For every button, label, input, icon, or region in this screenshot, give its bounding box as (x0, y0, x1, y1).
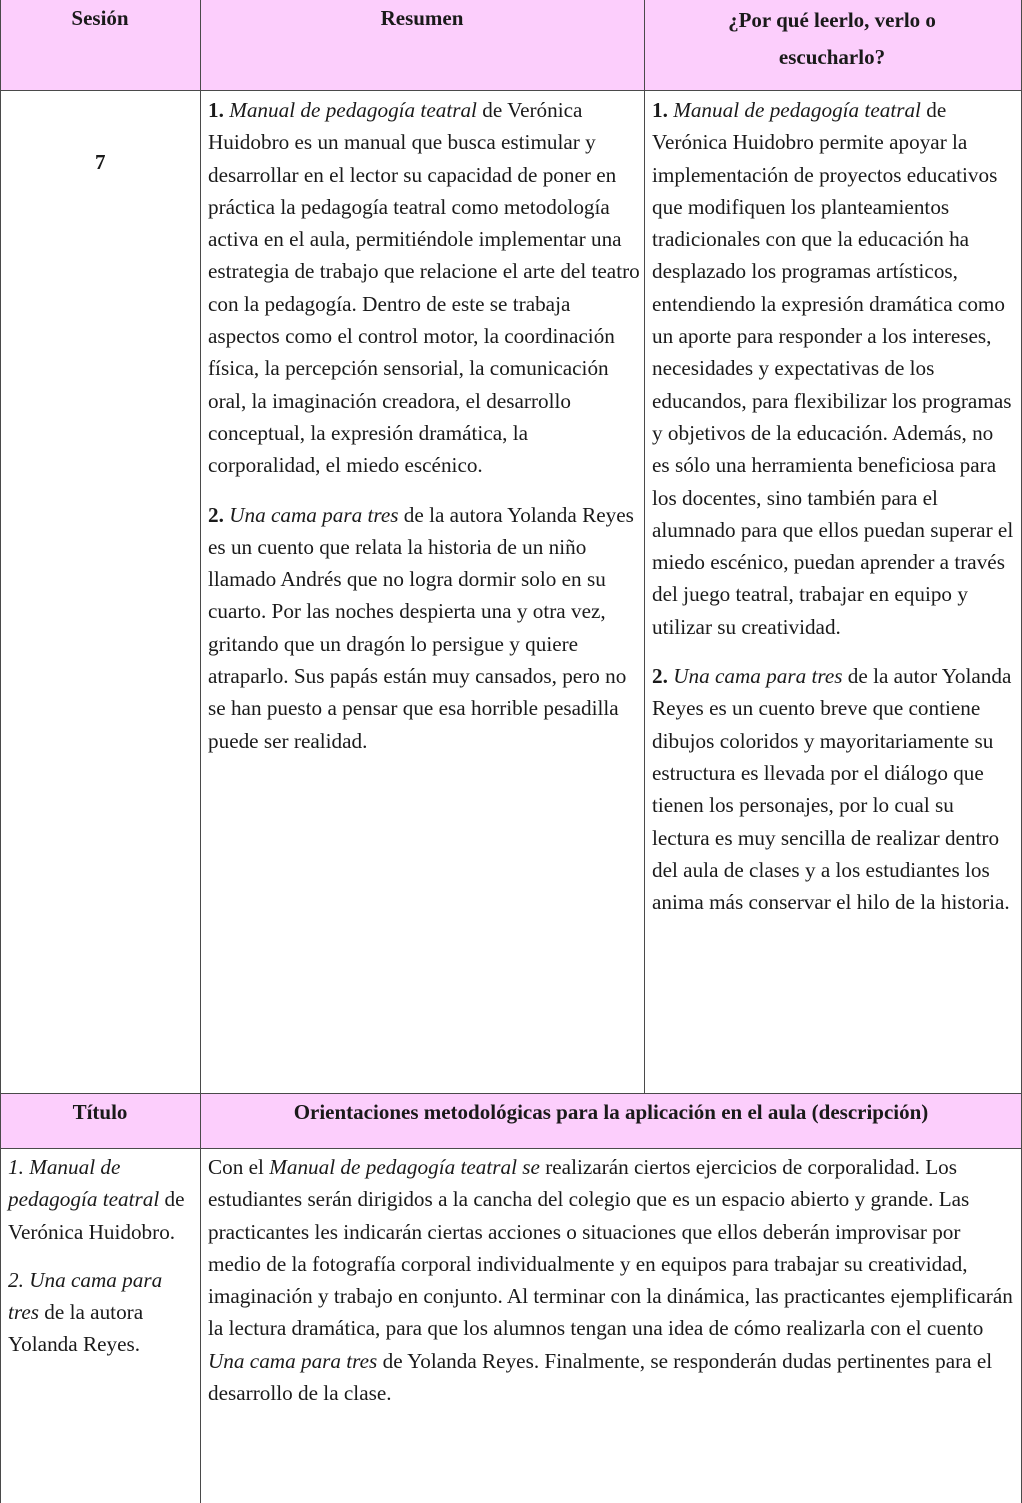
por-que-cell (652, 94, 1016, 918)
book-title: Manual de pedagogía teatral (673, 98, 921, 122)
book-title: 2. Una cama para tres (8, 1267, 163, 1325)
por-que-text: de la autor Yolanda Reyes es un cuento breve que contiene dibujos coloridos y mayoritariamente su estructura es llevada por el diálogo que tienen los personajes, por lo cual su lectura es muy sencilla de realizar dentro del aula de clases y a los estudiantes los anima más conservar el hilo de la historia. (652, 664, 1012, 915)
book-title: Manual de pedagogía teatral (229, 98, 477, 122)
grid-line (200, 0, 201, 1503)
book-title: Una cama para tres (673, 664, 843, 689)
grid-line (0, 0, 1, 1503)
titulo-cell (8, 1151, 196, 1361)
book-title: Una cama para tres (208, 1348, 378, 1373)
book-title: 1. Manual de pedagogía teatral (8, 1155, 160, 1212)
item-number: 1. (208, 98, 224, 122)
orientaciones-cell (208, 1151, 1016, 1409)
orientaciones-text (208, 1151, 1016, 1409)
item-number: 2. (208, 502, 224, 527)
por-que-item-2 (652, 660, 1016, 918)
resumen-cell (208, 94, 640, 757)
item-number: 1. (652, 98, 668, 122)
resumen-item-2 (208, 499, 640, 757)
item-number: 2. (652, 664, 668, 689)
grid-line (0, 90, 1022, 91)
por-que-text: de Verónica Huidobro permite apoyar la implementación de proyectos educativos que modifiquen los planteamientos tradicionales con que la educación ha desplazado los programas artísticos, entendiendo la expresión dramática como un aporte para responder a los intereses, necesidades y expectativas de los educandos, para flexibilizar los programas y objetivos de la educación. Además, no es sólo una herramienta beneficiosa para los docentes, sino también para el alumnado para que ellos puedan superar el miedo escénico, puedan aprender a través del juego teatral, trabajar en equipo y utilizar su creatividad. (652, 98, 1014, 639)
titulo-text: de Verónica Huidobro. (8, 1187, 185, 1244)
text-segment: de Yolanda Reyes. Finalmente, se responderán dudas pertinentes para el desarrollo de la clase. (208, 1348, 993, 1406)
titulo-item-2 (8, 1264, 196, 1361)
session-number: 7 (95, 150, 106, 174)
book-title: Una cama para tres (229, 502, 399, 527)
grid-line (0, 1093, 1022, 1094)
header-por-que: ¿Por qué leerlo, verlo o escucharlo? (728, 8, 936, 69)
titulo-item-1 (8, 1151, 196, 1248)
text-segment: realizarán ciertos ejercicios de corporalidad. Los estudiantes serán dirigidos a la cancha del colegio que es un espacio abierto y grande. Las practicantes les indicarán ciertas acciones o situaciones que ellos deberán improvisar por medio de la fotografía corporal individualmente y en equipos para trabajar su creatividad, imaginación y trabajo en conjunto. Al terminar con la dinámica, las practicantes ejemplificarán la lectura dramática, para que los alumnos tengan una idea de cómo realizarla con el cuento (208, 1155, 1013, 1341)
text-segment: Con el (208, 1155, 270, 1179)
header-orientaciones: Orientaciones metodológicas para la aplicación en el aula (descripción) (293, 1100, 929, 1124)
resumen-text: de la autora Yolanda Reyes es un cuento que relata la historia de un niño llamado Andrés que no logra dormir solo en su cuarto. Por las noches despierta una y otra vez, gritando que un dragón lo persigue y quiere atraparlo. Sus papás están muy cansados, pero no se han puesto a pensar que esa horrible pesadilla puede ser realidad. (208, 502, 634, 753)
grid-line (0, 1148, 1022, 1149)
resumen-text: de Verónica Huidobro es un manual que busca estimular y desarrollar en el lector su capacidad de poner en práctica la pedagogía teatral como metodología activa en el aula, permitiéndole implementar una estrategia de trabajo que relacione el arte del teatro con la pedagogía. Dentro de este se trabaja aspectos como el control motor, la coordinación física, la percepción sensorial, la comunicación oral, la imaginación creadora, el desarrollo conceptual, la expresión dramática, la corporalidad, el miedo escénico. (208, 98, 640, 478)
header-resumen: Resumen (380, 6, 464, 30)
titulo-text: de la autora Yolanda Reyes. (8, 1300, 144, 1357)
resumen-item-1 (208, 94, 640, 482)
header-sesion: Sesión (71, 6, 129, 30)
grid-line (644, 0, 645, 1093)
book-title: Manual de pedagogía teatral se (269, 1155, 540, 1179)
por-que-item-1 (652, 94, 1016, 643)
header-titulo: Título (72, 1100, 128, 1124)
